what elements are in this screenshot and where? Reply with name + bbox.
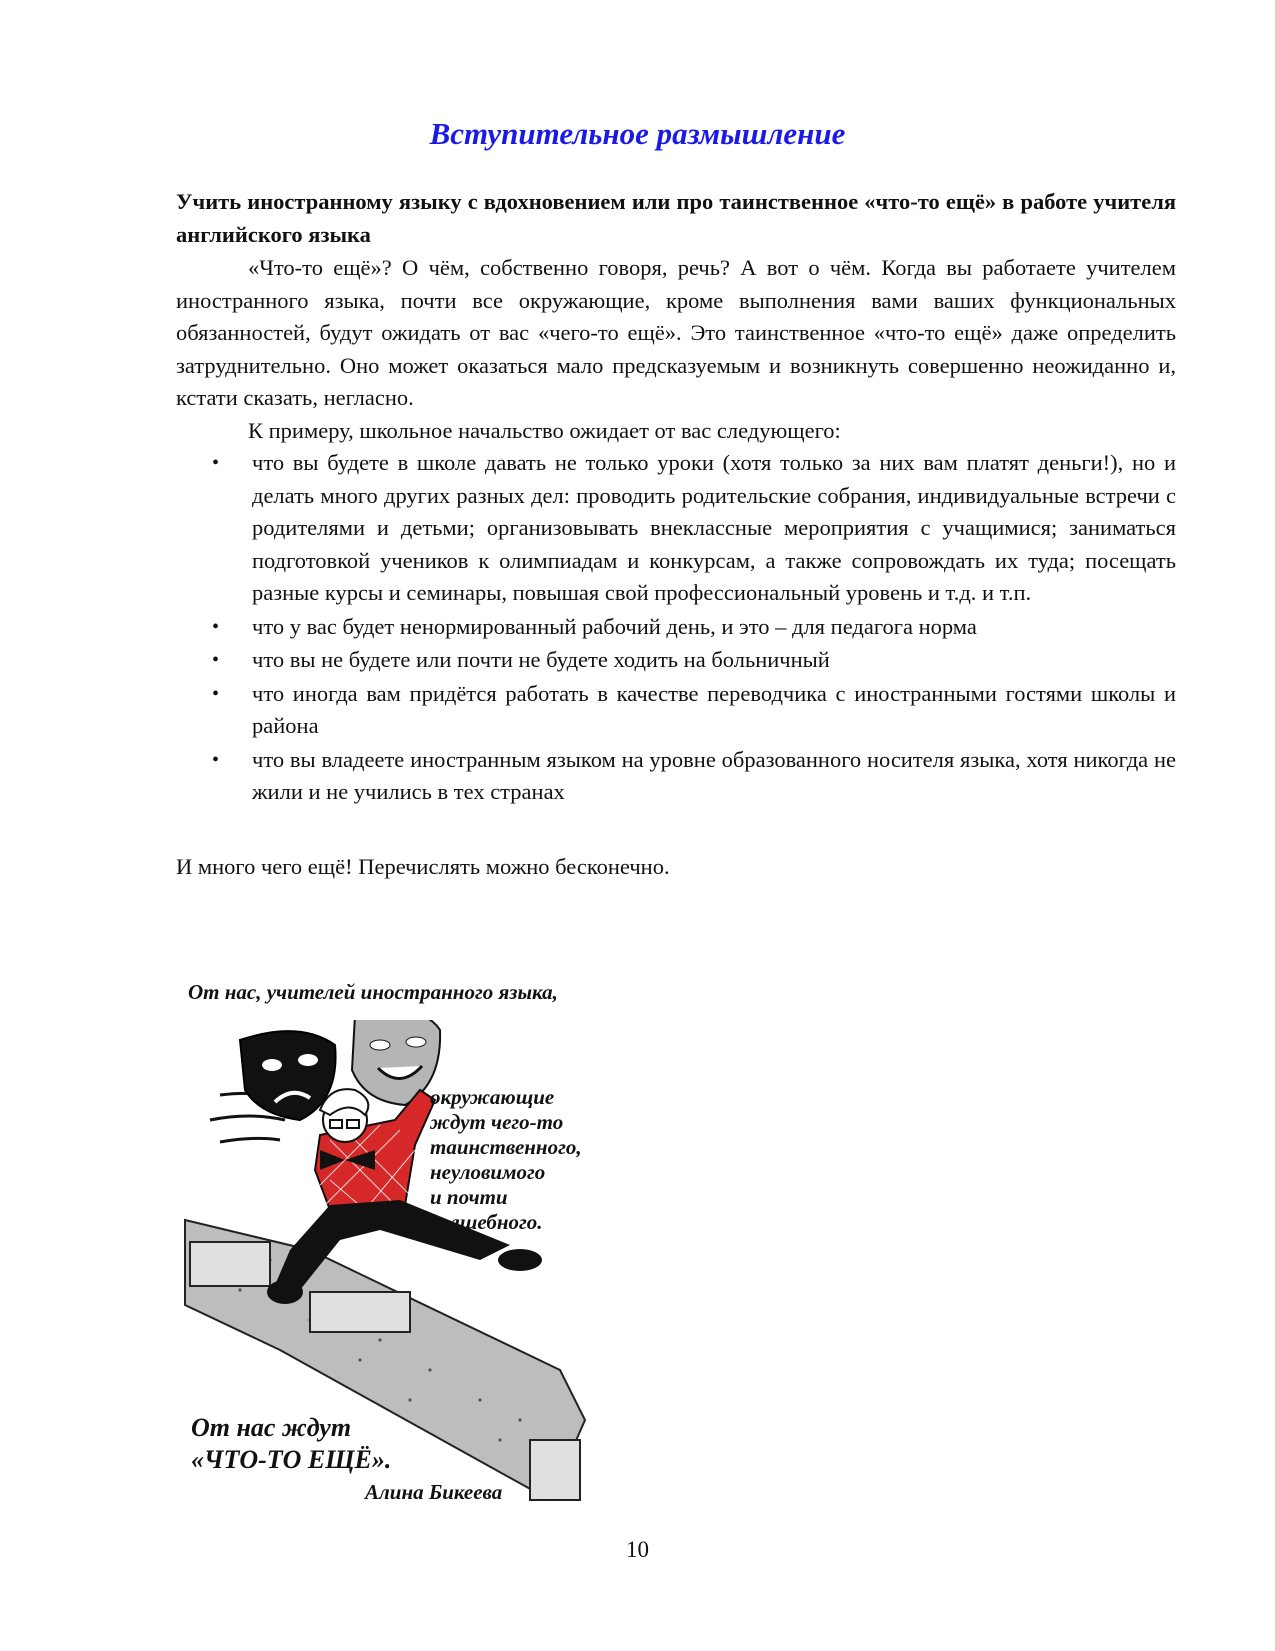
bullet-icon: • bbox=[212, 452, 220, 474]
list-item: • что вы не будете или почти не будете ходить на больничный bbox=[176, 644, 1176, 677]
bullet-icon: • bbox=[212, 682, 220, 705]
illustration-side-text: окружающие ждут чего-то таинственного, неуловимого и почти волшебного. bbox=[430, 1085, 582, 1234]
bullet-icon: • bbox=[212, 615, 220, 638]
paragraph: К примеру, школьное начальство ожидает от вас следующего: bbox=[248, 417, 841, 443]
bullet-icon: • bbox=[212, 748, 220, 771]
closing-sentence: И много чего ещё! Перечислять можно бесконечно. bbox=[176, 853, 670, 879]
expectations-list bbox=[176, 447, 1176, 809]
list-item: • что иногда вам придётся работать в качестве переводчика с иностранными гостями школы и района bbox=[176, 678, 1176, 743]
page-number: 10 bbox=[626, 1537, 649, 1562]
main-text bbox=[176, 186, 1176, 883]
page-title: Вступительное размышление bbox=[429, 116, 846, 151]
list-item: • что вы владеете иностранным языком на уровне образованного носителя языка, хотя никогда не жили и не учились в тех странах bbox=[176, 744, 1176, 809]
paragraph: «Что-то ещё»? О чём, собственно говоря, речь? А вот о чём. Когда вы работаете учителем иностранного языка, почти все окружающие, кроме выполнения вами ваших функциональных обязанностей, будут ожидать от вас «чего-то ещё». Это таинственное «что-то ещё» даже определить затруднительно. Оно может оказаться мало предсказуемым и возникнуть совершенно неожиданно и, кстати сказать, негласно. bbox=[176, 255, 1176, 410]
illustration-author: Алина Бикеева bbox=[365, 1480, 503, 1504]
illustration-caption: От нас, учителей иностранного языка, bbox=[188, 980, 558, 1004]
illustration-bottom-line: От нас ждут bbox=[191, 1413, 352, 1442]
illustration-bottom-line: «ЧТО-ТО ЕЩЁ». bbox=[191, 1445, 392, 1474]
list-item: • что вы будете в школе давать не только уроки (хотя только за них вам платят деньги!), но и делать много других разных дел: проводить родительские собрания, индивидуальные встречи с родителями и детьми; организовывать внеклассные мероприятия с учащимися; заниматься подготовкой учеников к олимпиадам и конкурсам, а также сопровождать их туда; посещать разные курсы и семинары, повышая свой профессиональный уровень и т.д. и т.п. bbox=[176, 447, 1176, 610]
list-item: • что у вас будет ненормированный рабочий день, и это – для педагога норма bbox=[176, 611, 1176, 644]
bullet-icon: • bbox=[212, 649, 220, 671]
section-subtitle: Учить иностранному языку с вдохновением или про таинственное «что-то ещё» в работе учителя английского языка bbox=[176, 189, 1176, 247]
